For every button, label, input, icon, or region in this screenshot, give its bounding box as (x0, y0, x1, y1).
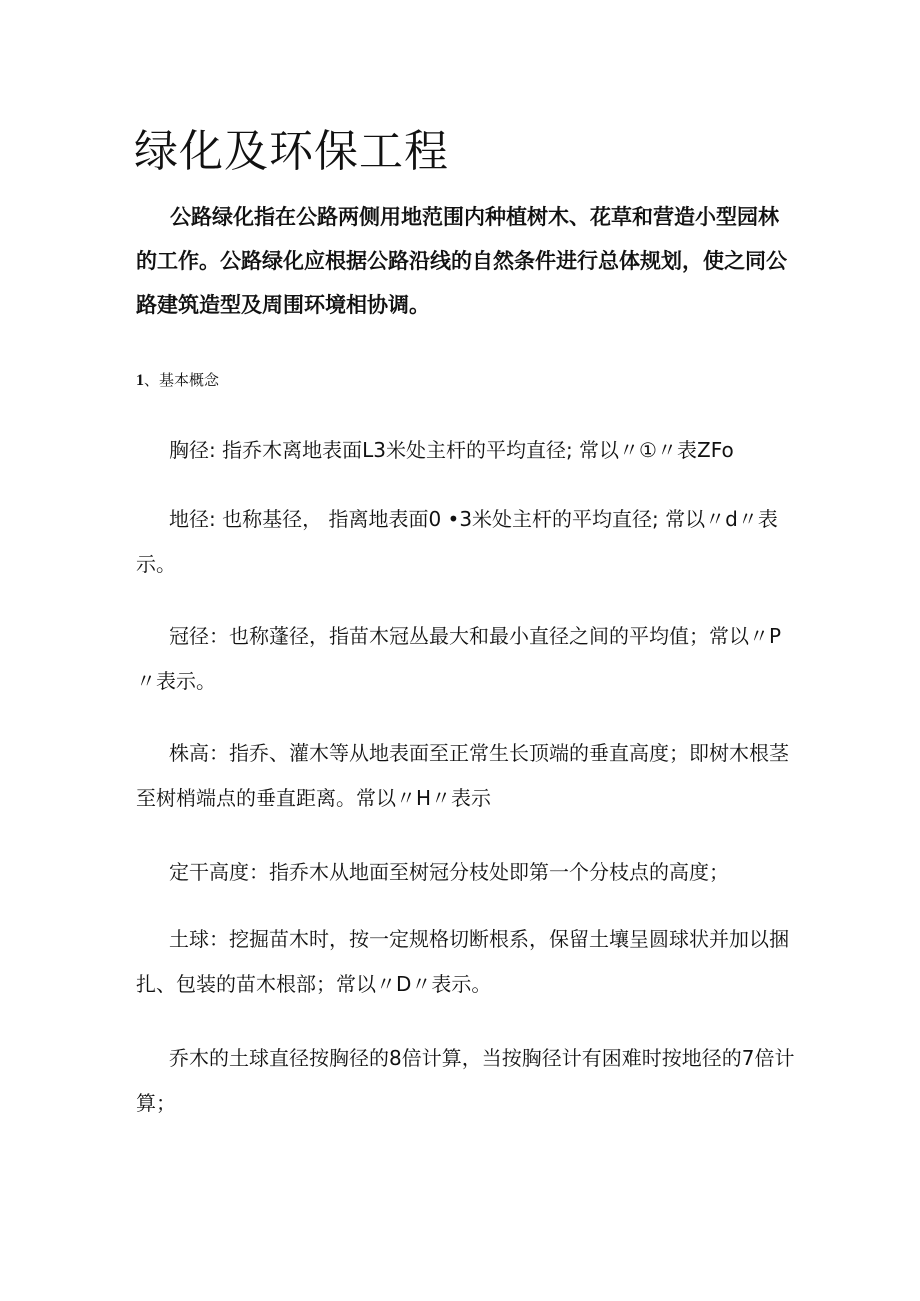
definition-trunk-height: 定干高度：指乔木从地面至树冠分枝处即第一个分枝点的高度； (169, 860, 729, 884)
definition-crown-diameter: 冠径：也称蓬径，指苗木冠丛最大和最小直径之间的平均值；常以〃P〃表示。 (136, 624, 782, 693)
definition-ground-diameter: 地径: 也称基径， 指离地表面0 •3米处主杆的平均直径; 常以〃d〃表示。 (136, 507, 778, 576)
section-title: 、基本概念 (144, 371, 220, 389)
definition-soil-ball: 土球：挖掘苗木时，按一定规格切断根系，保留土壤呈圆球状并加以捆扎、包装的苗木根部；常以〃D〃表示。 (136, 927, 789, 996)
soil-ball-rule: 乔木的土球直径按胸径的8倍计算，当按胸径计有困难时按地径的7倍计算； (136, 1046, 795, 1115)
intro-paragraph: 公路绿化指在公路两侧用地范围内种植树木、花草和营造小型园林的工作。公路绿化应根据公路沿线的自然条件进行总体规划，使之同公路建筑造型及周围环境相协调。 (136, 205, 787, 317)
document-title: 绿化及环保工程 (134, 126, 449, 177)
definition-plant-height: 株高：指乔、灌木等从地表面至正常生长顶端的垂直高度；即树木根茎至树梢端点的垂直距离。常以〃H〃表示 (136, 741, 789, 810)
section-heading (136, 368, 219, 393)
definition-dbh: 胸径: 指乔木离地表面L3米处主杆的平均直径; 常以〃①〃表ZFo (169, 438, 734, 462)
section-number: 1 (136, 372, 144, 389)
